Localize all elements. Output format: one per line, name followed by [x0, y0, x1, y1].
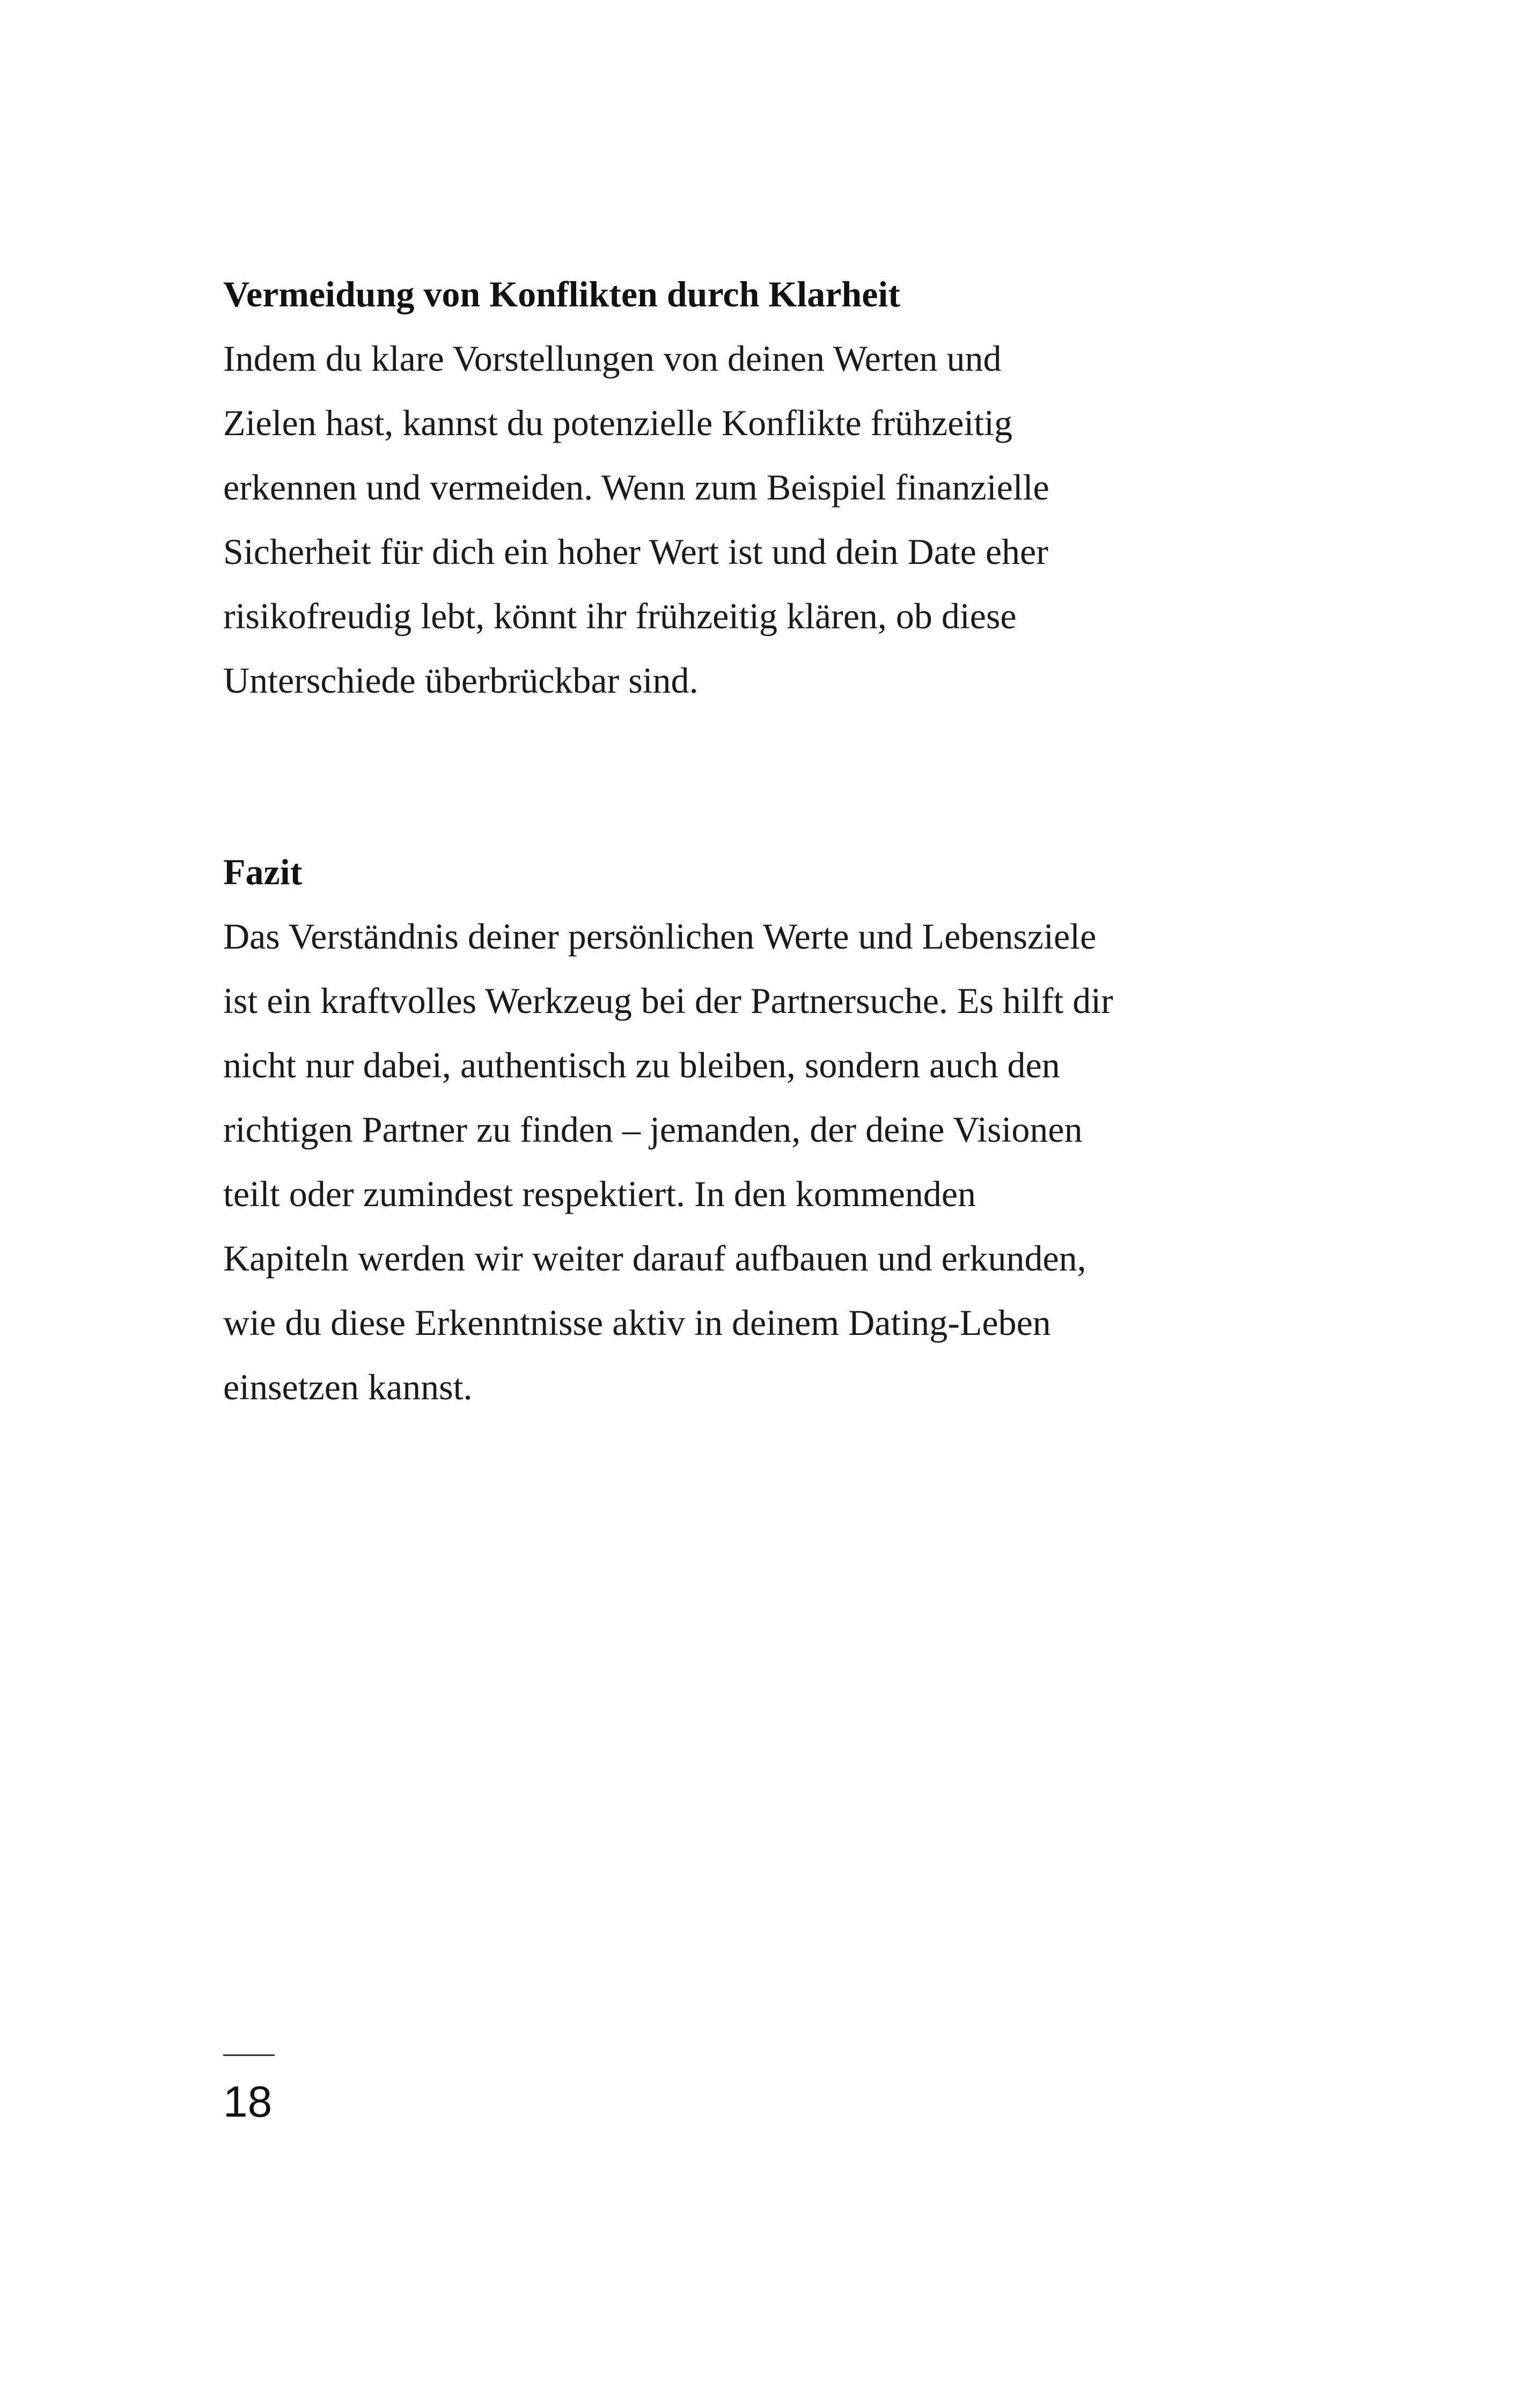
- paragraph-line: Unterschiede überbrückbar sind.: [223, 660, 699, 701]
- section-heading: Vermeidung von Konflikten durch Klarheit: [223, 274, 900, 314]
- paragraph-line: Das Verständnis deiner persönlichen Werte und Lebensziele: [223, 916, 1097, 957]
- paragraph-line: risikofreudig lebt, könnt ihr frühzeitig klären, ob diese: [223, 596, 1017, 636]
- paragraph-line: einsetzen kannst.: [223, 1367, 473, 1407]
- paragraph-line: wie du diese Erkenntnisse aktiv in deinem Dating-Leben: [223, 1302, 1051, 1343]
- paragraph-line: Sicherheit für dich ein hoher Wert ist und dein Date eher: [223, 531, 1048, 572]
- paragraph-line: Indem du klare Vorstellungen von deinen Werten und: [223, 338, 1002, 379]
- paragraph-line: ist ein kraftvolles Werkzeug bei der Partnersuche. Es hilft dir: [223, 980, 1113, 1021]
- paragraph-line: erkennen und vermeiden. Wenn zum Beispiel finanzielle: [223, 467, 1049, 508]
- paragraph-line: teilt oder zumindest respektiert. In den kommenden: [223, 1173, 976, 1214]
- paragraph-line: Zielen hast, kannst du potenzielle Konflikte frühzeitig: [223, 402, 1012, 443]
- page-number: 18: [223, 2077, 273, 2126]
- paragraph-line: Kapiteln werden wir weiter darauf aufbauen und erkunden,: [223, 1238, 1086, 1279]
- paragraph-line: richtigen Partner zu finden – jemanden, der deine Visionen: [223, 1109, 1083, 1150]
- section-conflict-avoidance: [223, 262, 1264, 713]
- footer-rule: [223, 2054, 275, 2056]
- section-heading: Fazit: [223, 851, 303, 892]
- section-conclusion: [223, 840, 1264, 1419]
- paragraph-line: nicht nur dabei, authentisch zu bleiben, sondern auch den: [223, 1045, 1060, 1085]
